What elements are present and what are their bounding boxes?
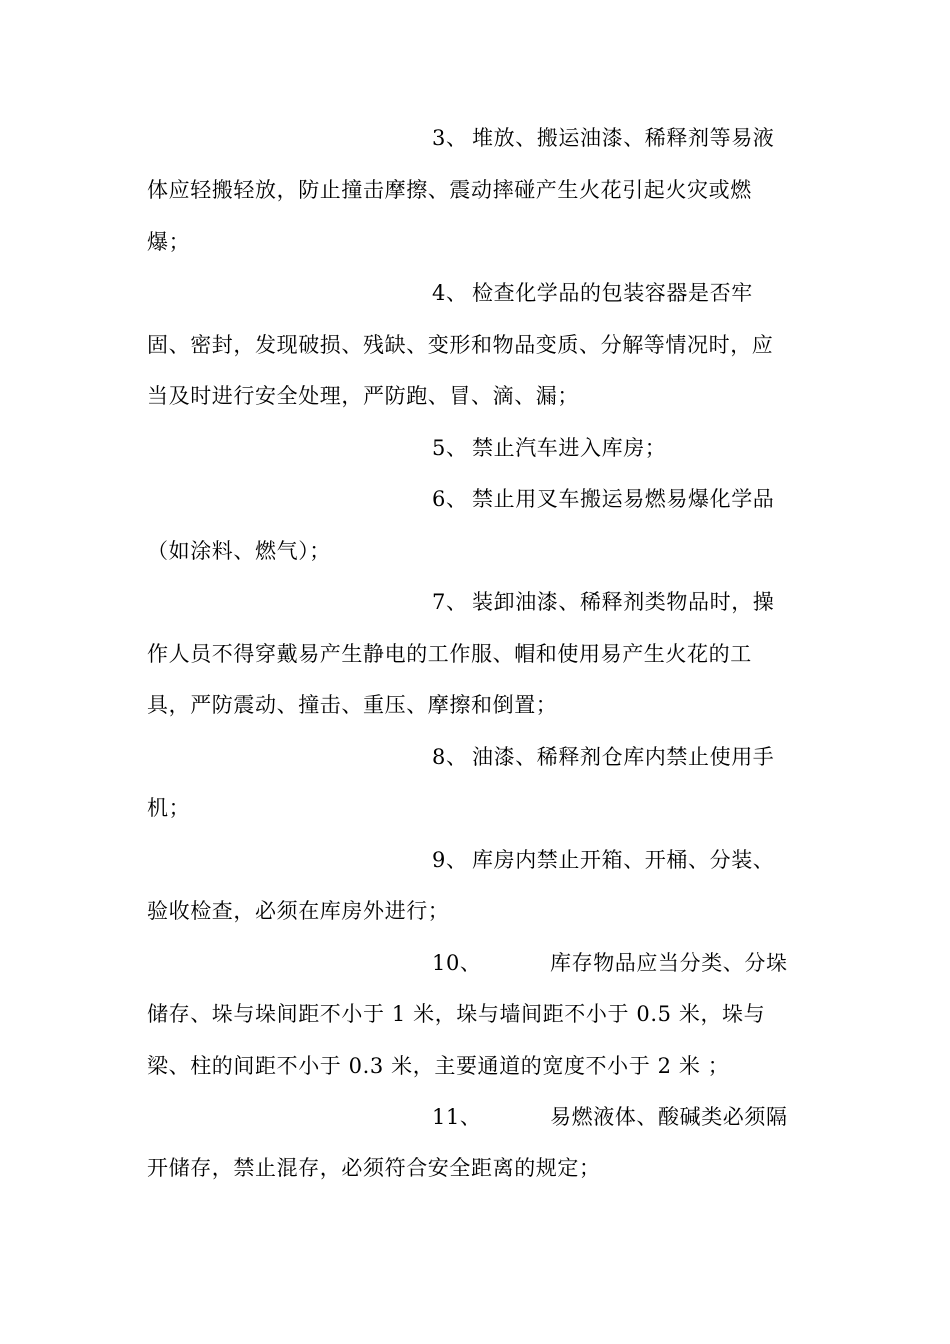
item-continuation: 机； — [147, 796, 191, 820]
item-number: 6、 — [432, 487, 468, 511]
item-continuation: 具，严防震动、撞击、重压、摩擦和倒置； — [147, 693, 558, 717]
item-continuation: （如涂料、燃气）； — [147, 539, 331, 563]
item-number: 11、 — [432, 1105, 482, 1129]
item-number: 9、 — [432, 848, 468, 872]
item-text: 油漆、稀释剂仓库内禁止使用手 — [472, 745, 775, 769]
item-number: 5、 — [432, 436, 468, 460]
item-continuation: 储存、垛与垛间距不小于 1 米，垛与墙间距不小于 0.5 米，垛与 — [147, 1002, 766, 1026]
list-item-head — [432, 845, 774, 875]
list-item-head — [432, 123, 774, 153]
item-text: 库存物品应当分类、分垛 — [550, 951, 788, 975]
list-item-head — [432, 433, 666, 463]
list-item-head — [432, 742, 774, 772]
list-item-head — [432, 1102, 788, 1132]
item-number: 8、 — [432, 745, 468, 769]
item-continuation: 体应轻搬轻放，防止撞击摩擦、震动摔碰产生火花引起火灾或燃 — [147, 178, 752, 202]
list-item-head — [432, 278, 753, 308]
item-text: 易燃液体、酸碱类必须隔 — [550, 1105, 788, 1129]
item-number: 3、 — [432, 126, 468, 150]
item-number: 10、 — [432, 951, 482, 975]
item-continuation: 当及时进行安全处理，严防跑、冒、滴、漏； — [147, 384, 579, 408]
item-text: 堆放、搬运油漆、稀释剂等易液 — [472, 126, 775, 150]
item-continuation: 作人员不得穿戴易产生静电的工作服、帽和使用易产生火花的工 — [147, 642, 752, 666]
item-continuation: 固、密封，发现破损、残缺、变形和物品变质、分解等情况时，应 — [147, 333, 774, 357]
item-text: 装卸油漆、稀释剂类物品时，操 — [472, 590, 775, 614]
item-continuation: 梁、柱的间距不小于 0.3 米，主要通道的宽度不小于 2 米 ； — [147, 1054, 730, 1078]
item-text: 库房内禁止开箱、开桶、分装、 — [472, 848, 775, 872]
list-item-head — [432, 484, 774, 514]
list-item-head — [432, 948, 788, 978]
item-number: 4、 — [432, 281, 468, 305]
item-text: 检查化学品的包装容器是否牢 — [472, 281, 753, 305]
list-item-head — [432, 587, 774, 617]
item-continuation: 爆； — [147, 230, 191, 254]
item-number: 7、 — [432, 590, 468, 614]
item-text: 禁止汽车进入库房； — [472, 436, 667, 460]
item-text: 禁止用叉车搬运易燃易爆化学品 — [472, 487, 775, 511]
item-continuation: 验收检查，必须在库房外进行； — [147, 899, 450, 923]
item-continuation: 开储存，禁止混存，必须符合安全距离的规定； — [147, 1156, 601, 1180]
